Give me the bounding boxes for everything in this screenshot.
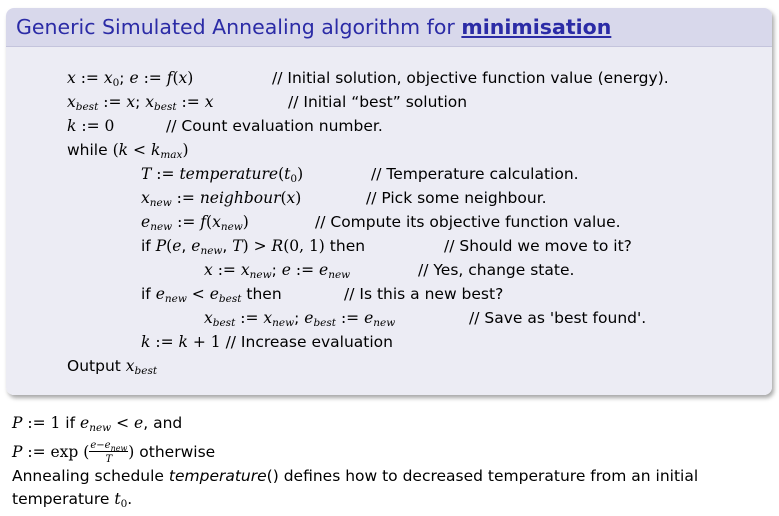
keyword-then: then [329,237,366,255]
keyword-output: Output [67,357,121,375]
note-initial-temperature: temperature t0. [12,490,133,510]
algo-line-temperature: T := temperature(t0) [141,165,304,185]
algo-line-init: x := x0; e := f(x) [67,69,194,89]
note-probability-worse: P := $\exp (\frac{e-e_{new}}{T})$ otherwise [12,440,216,465]
algorithm-block [6,8,772,395]
comment-save-best: // Save as 'best found'. [469,309,647,327]
comment-move: // Yes, change state. [418,261,575,279]
comment-neighbour: // Pick some neighbour. [366,189,547,207]
exponent-fraction: $\frac{e-e_{new}}{T}$ [90,440,128,465]
algo-line-save-best: $x_{best}$ := $x_{new}$; $e_{best}$ := $e_{new}$ [204,309,396,329]
note-schedule [12,465,772,488]
algo-line-evaluate: $e_{new}$ := $f(x_{new})$ [141,213,249,233]
algorithm-body [6,47,772,395]
algo-line-output: Output $x_{best}$ [67,357,158,377]
note-schedule-func: temperature [168,467,267,485]
note-otherwise: otherwise [139,443,216,461]
algo-line-accept-test: if P(e, $e_{new}$, T) > R(0, 1) then [141,237,366,257]
algo-line-increment: k := k + 1 // Increase evaluation [141,333,393,351]
comment-increment: // Increase evaluation [225,333,393,351]
algo-line-best-test: if $e_{new} < e_{best}$ then [141,285,282,305]
note-schedule-text: Annealing schedule [12,467,164,485]
comment-evaluate: // Compute its objective function value. [315,213,621,231]
block-title [6,8,772,47]
comment-best-test: // Is this a new best? [344,285,504,303]
algo-line-while: while $(k < k_{max})$ [67,141,189,161]
keyword-while: while [67,141,108,159]
algo-line-neighbour: $x_{new}$ := neighbour(x) [141,189,302,209]
comment-best-init: // Initial “best” solution [288,93,468,111]
notes [12,412,772,516]
algo-line-move: x := $x_{new}$; e := $e_{new}$ [204,261,351,281]
comment-counter: // Count evaluation number. [166,117,383,135]
comment-accept-test: // Should we move to it? [444,237,632,255]
note-schedule-rest: () defines how to decreased temperature from an initial [266,467,699,485]
note-temperature-text: temperature [12,490,110,508]
comment-temperature: // Temperature calculation. [371,165,579,183]
note-probability-improve: P := 1 if $e_{new} < e$, and [12,414,183,434]
keyword-if: if [141,237,151,255]
note-and: and [153,414,183,432]
block-title-emphasis: minimisation [461,15,612,39]
keyword-then: then [246,285,282,303]
keyword-if: if [141,285,151,303]
block-title-text: Generic Simulated Annealing algorithm for [16,15,455,39]
algo-line-best-init: $x_{best}$ := x; $x_{best}$ := x [67,93,214,113]
algo-line-counter: k := 0 [67,117,115,135]
comment-init: // Initial solution, objective function value (energy). [272,69,669,87]
